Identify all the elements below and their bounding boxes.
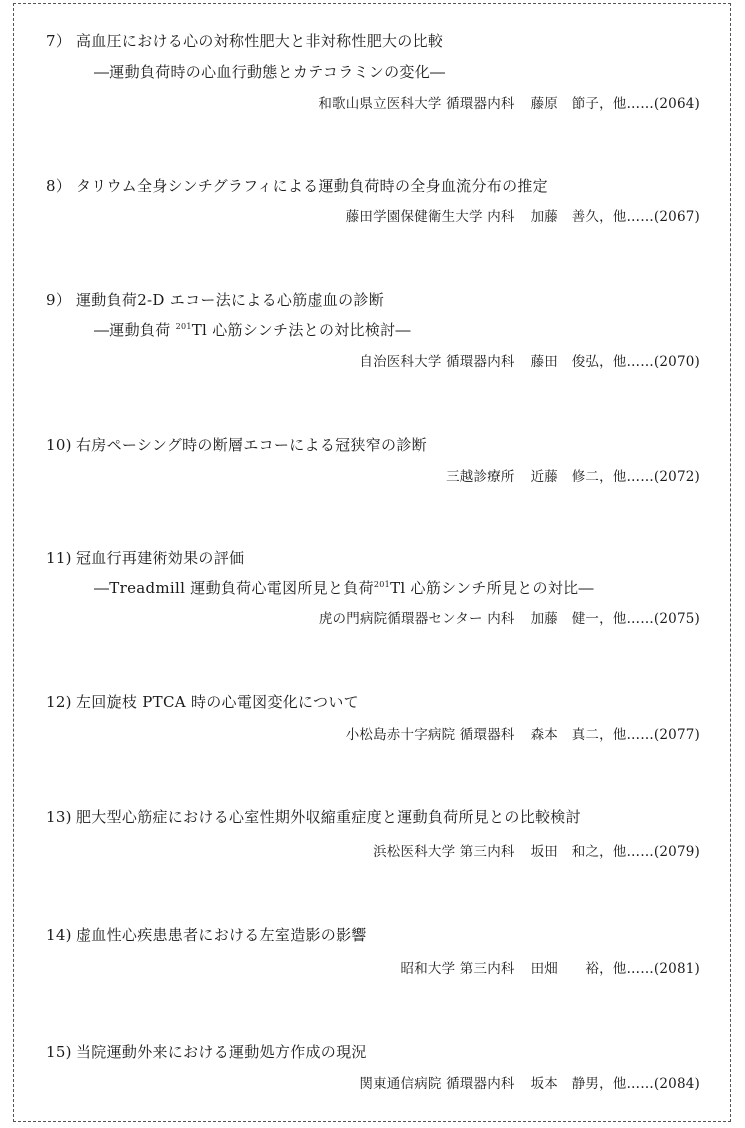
entry-institution: 藤田学園保健衛生大学 内科	[345, 209, 515, 225]
entry-number: 7）	[46, 32, 72, 50]
entry-affiliation	[401, 960, 700, 978]
entry-author: 加藤 善久，他……(2067)	[530, 209, 700, 225]
entry-title: 虚血性心疾患患者における左室造影の影響	[76, 926, 367, 944]
entry-author: 加藤 健一，他……(2075)	[530, 611, 700, 627]
entry-number: 10)	[46, 436, 72, 454]
entry-subtitle: ―運動負荷 $^{201}$Tl 心筋シンチ法との対比検討―	[94, 321, 411, 339]
entry-title: 右房ペーシング時の断層エコーによる冠狭窄の診断	[76, 436, 427, 454]
entry-institution: 虎の門病院循環器センター 内科	[318, 611, 515, 627]
entry-title: 当院運動外来における運動処方作成の現況	[76, 1043, 367, 1061]
entry-subtitle: ―運動負荷時の心血行動態とカテコラミンの変化―	[94, 63, 446, 81]
entry-title: 冠血行再建術効果の評価	[76, 549, 245, 567]
entry-affiliation	[373, 843, 700, 861]
entry-institution: 昭和大学 第三内科	[400, 961, 515, 977]
entry-institution: 自治医科大学 循環器内科	[359, 354, 515, 370]
entry-title: 肥大型心筋症における心室性期外収縮重症度と運動負荷所見との比較検討	[76, 808, 581, 826]
entry-affiliation	[319, 610, 700, 628]
entry-author: 近藤 修二，他……(2072)	[530, 469, 700, 485]
entry-title: 高血圧における心の対称性肥大と非対称性肥大の比較	[76, 32, 444, 50]
entry-institution: 小松島赤十字病院 循環器科	[345, 727, 515, 743]
isotope-superscript: 201	[373, 580, 391, 589]
entry-author: 田畑 裕，他……(2081)	[530, 961, 700, 977]
entry-affiliation	[446, 468, 700, 486]
entry-affiliation	[359, 353, 700, 371]
entry-affiliation	[346, 208, 700, 226]
entry-number: 11)	[46, 549, 72, 567]
entry-number: 13)	[46, 808, 72, 826]
entry-author: 藤原 節子，他……(2064)	[530, 96, 700, 112]
entry-affiliation	[346, 726, 700, 744]
entry-number: 15)	[46, 1043, 72, 1061]
entry-number: 12)	[46, 693, 72, 711]
entry-title: 左回旋枝 PTCA 時の心電図変化について	[76, 693, 359, 711]
entry-institution: 三越診療所	[446, 469, 515, 485]
entry-title: タリウム全身シンチグラフィによる運動負荷時の全身血流分布の推定	[76, 177, 548, 195]
entry-author: 坂田 和之，他……(2079)	[530, 844, 700, 860]
entry-number: 9）	[46, 291, 72, 309]
entry-author: 坂本 静男，他……(2084)	[530, 1076, 700, 1092]
entry-title: 運動負荷2-D エコー法による心筋虚血の診断	[76, 291, 385, 309]
isotope-superscript: 201	[175, 322, 192, 331]
entry-number: 8）	[46, 177, 72, 195]
entry-author: 藤田 俊弘，他……(2070)	[530, 354, 700, 370]
entry-institution: 関東通信病院 循環器内科	[359, 1076, 515, 1092]
entry-affiliation	[359, 1075, 700, 1093]
entry-institution: 和歌山県立医科大学 循環器内科	[318, 96, 515, 112]
entry-author: 森本 真二，他……(2077)	[530, 727, 700, 743]
entry-affiliation	[318, 95, 700, 113]
entry-subtitle: ―Treadmill 運動負荷心電図所見と負荷$^{201}$Tl 心筋シンチ所見との対比―	[94, 579, 594, 597]
entry-institution: 浜松医科大学 第三内科	[373, 844, 515, 860]
entry-number: 14)	[46, 926, 72, 944]
